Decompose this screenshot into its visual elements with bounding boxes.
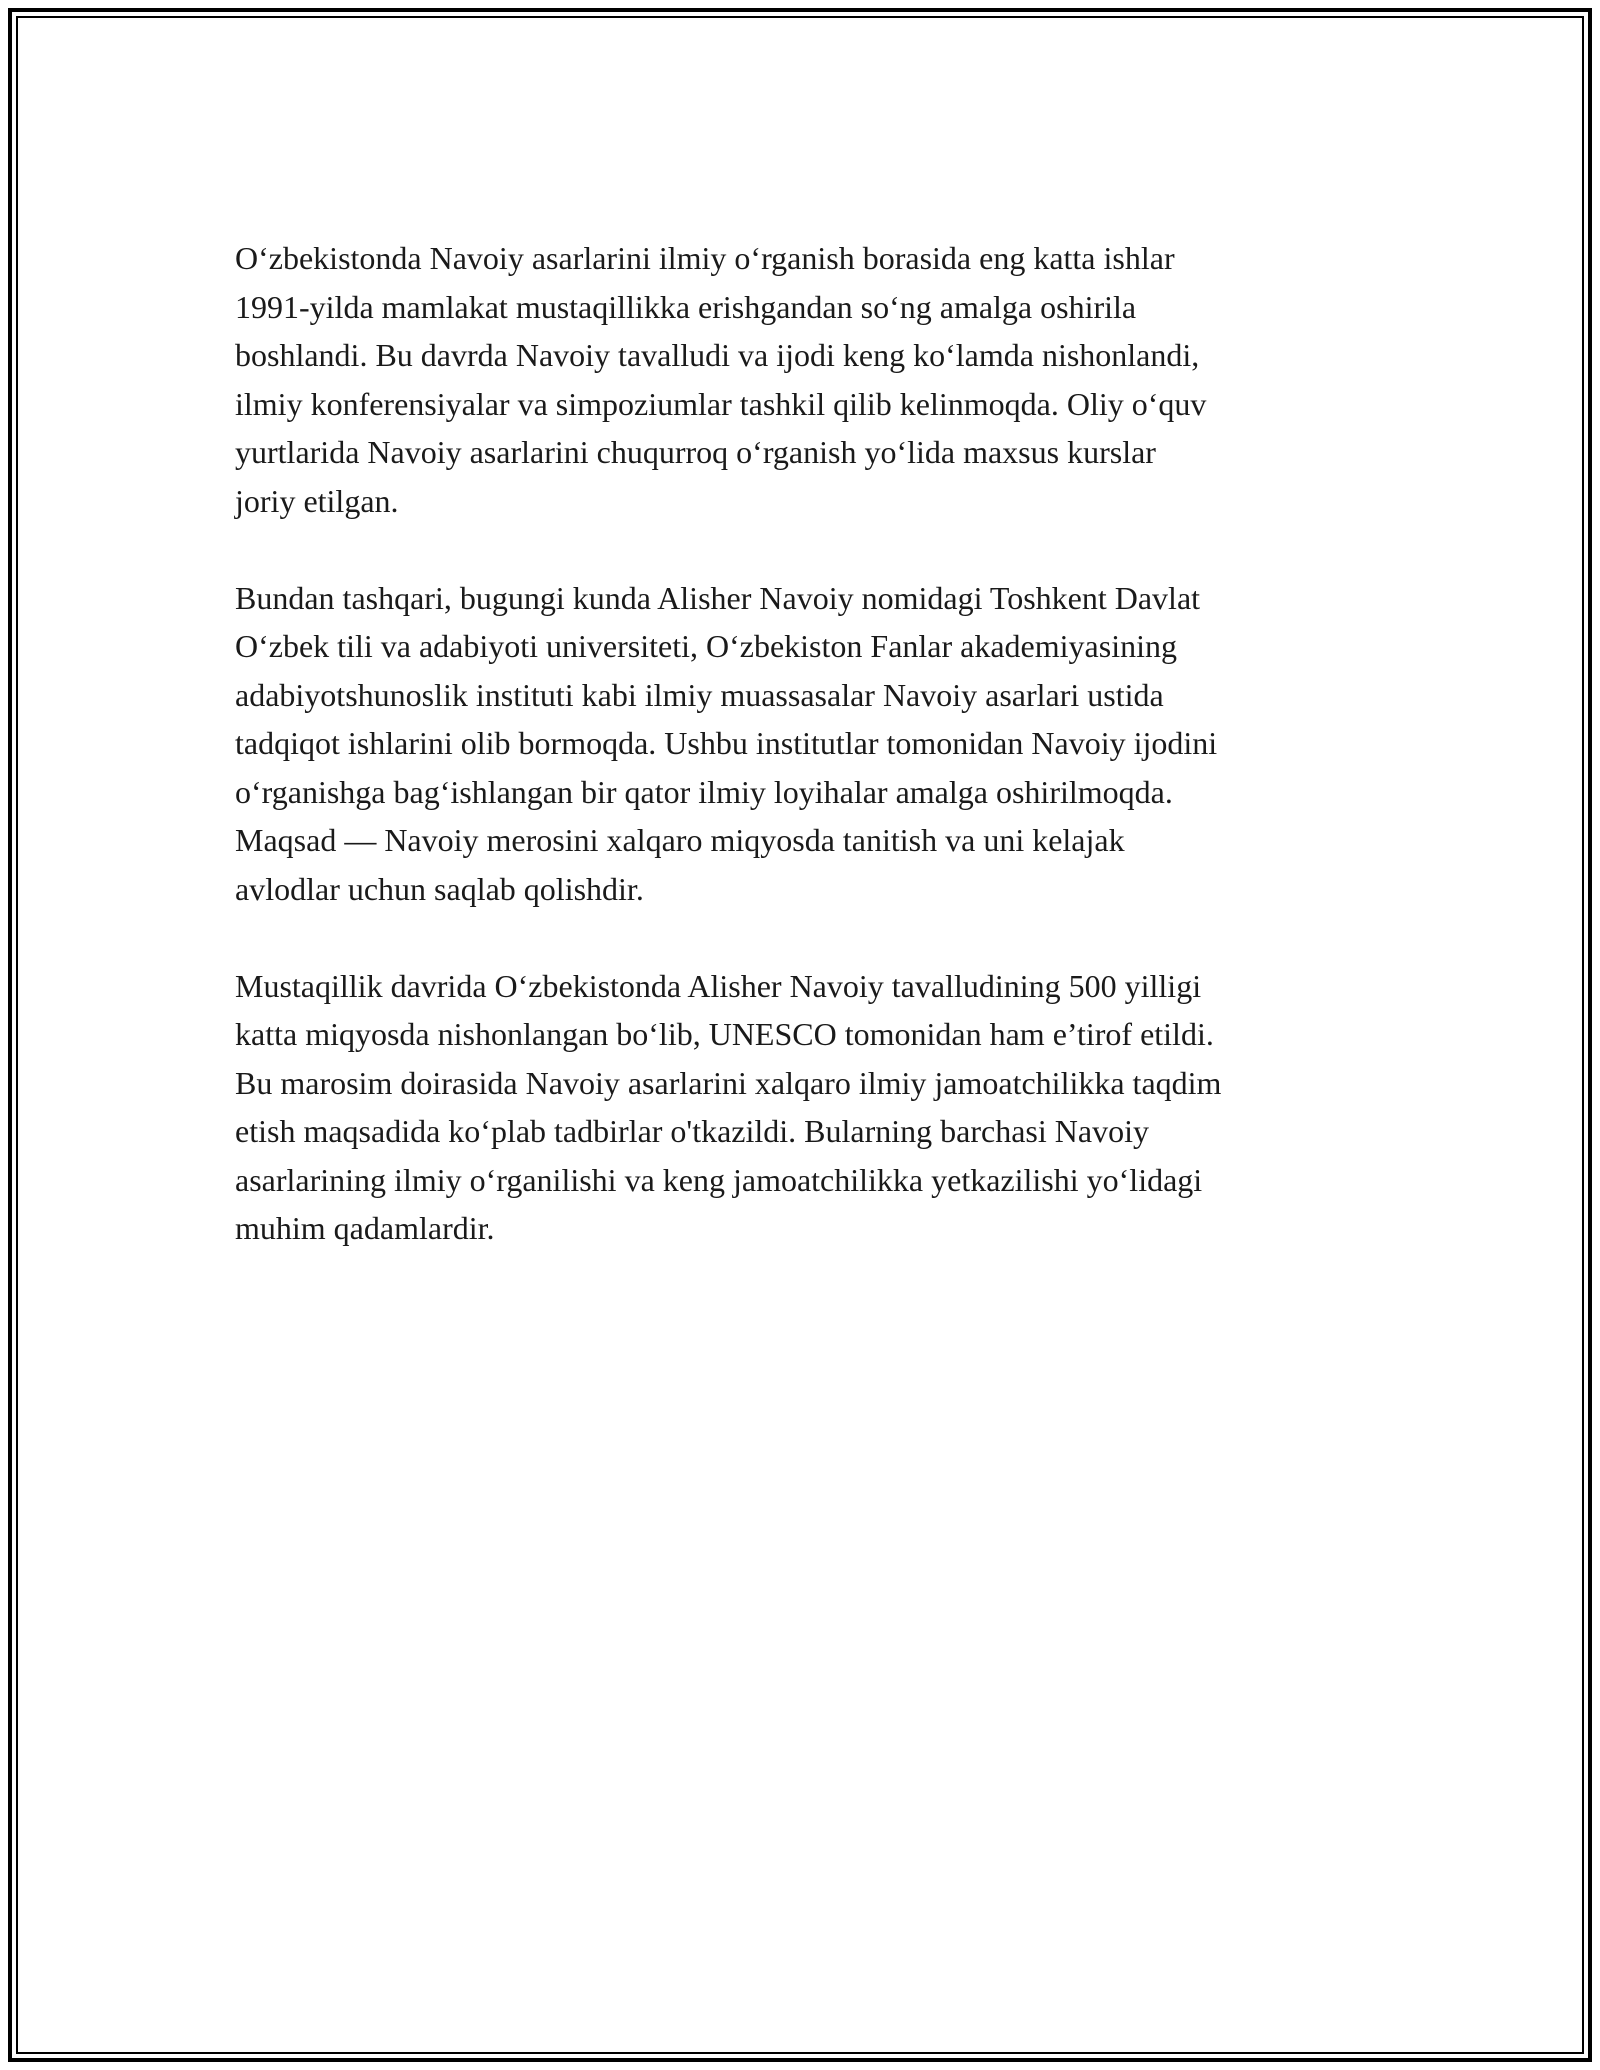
- document-body: [235, 234, 1375, 1301]
- paragraph-2: Bundan tashqari, bugungi kunda Alisher Navoiy nomidagi Toshkent Davlat O‘zbek tili va adabiyoti universiteti, O‘zbekiston Fanlar akademiyasining adabiyotshunoslik instituti kabi ilmiy muassasalar Navoiy asarlari ustida tadqiqot ishlarini olib bormoqda. Ushbu institutlar tomonidan Navoiy ijodini o‘rganishga bag‘ishlangan bir qator ilmiy loyihalar amalga oshirilmoqda. Maqsad — Navoiy merosini xalqaro miqyosda tanitish va uni kelajak avlodlar uchun saqlab qolishdir.: [235, 579, 1218, 907]
- paragraph-1: O‘zbekistonda Navoiy asarlarini ilmiy o‘rganish borasida eng katta ishlar 1991-yilda mamlakat mustaqillikka erishgandan so‘ng amalga oshirila boshlandi. Bu davrda Navoiy tavalludi va ijodi keng ko‘lamda nishonlandi, ilmiy konferensiyalar va simpoziumlar tashkil qilib kelinmoqda. Oliy o‘quv yurtlarida Navoiy asarlarini chuqurroq o‘rganish yo‘lida maxsus kurslar joriy etilgan.: [235, 240, 1207, 519]
- paragraph-3: Mustaqillik davrida O‘zbekistonda Alisher Navoiy tavalludining 500 yilligi katta miqyosda nishonlangan bo‘lib, UNESCO tomonidan ham e’tirof etildi. Bu marosim doirasida Navoiy asarlarini xalqaro ilmiy jamoatchilikka taqdim etish maqsadida ko‘plab tadbirlar o'tkazildi. Bularning barchasi Navoiy asarlarining ilmiy o‘rganilishi va keng jamoatchilikka yetkazilishi yo‘lidagi muhim qadamlardir.: [235, 967, 1222, 1246]
